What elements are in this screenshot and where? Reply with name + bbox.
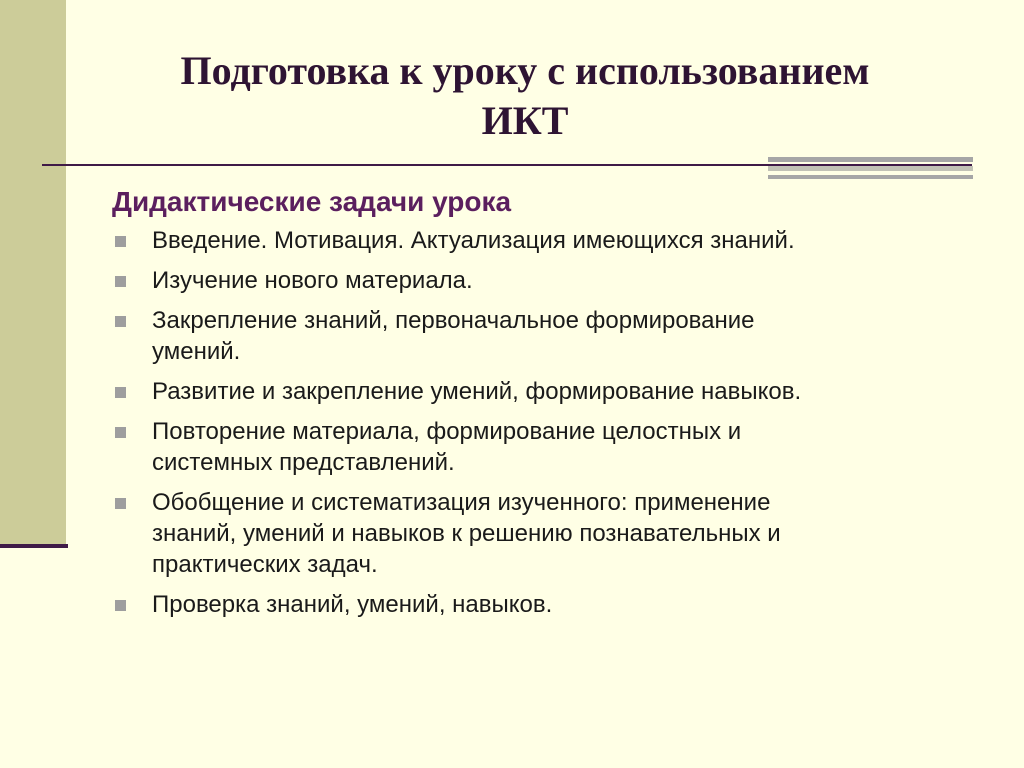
bullet-text-line: системных представлений. bbox=[152, 449, 455, 476]
decor-gray-bar-middle bbox=[768, 166, 973, 171]
bullet-text-line: Проверка знаний, умений, навыков. bbox=[152, 591, 553, 618]
bullet-text-line: практических задач. bbox=[152, 551, 378, 578]
bullet-text-line: Изучение нового материала. bbox=[152, 267, 473, 294]
slide-subheading: Дидактические задачи урока bbox=[112, 186, 512, 217]
bullet-item bbox=[112, 589, 942, 620]
square-bullet-icon bbox=[115, 427, 126, 438]
square-bullet-icon bbox=[115, 387, 126, 398]
bullet-text-line: Введение. Мотивация. Актуализация имеющихся знаний. bbox=[152, 227, 795, 254]
square-bullet-icon bbox=[115, 236, 126, 247]
bullet-item bbox=[112, 416, 942, 478]
bullet-item bbox=[112, 376, 942, 407]
side-decor-bar bbox=[0, 0, 66, 545]
slide-title bbox=[100, 46, 950, 146]
bullet-text-line: умений. bbox=[152, 338, 241, 365]
bullet-list bbox=[112, 225, 942, 629]
bullet-text-line: Обобщение и систематизация изученного: применение bbox=[152, 489, 771, 516]
side-decor-rule bbox=[0, 544, 68, 548]
decor-gray-bar-bottom bbox=[768, 175, 973, 179]
decor-gray-bar-top bbox=[768, 157, 973, 162]
square-bullet-icon bbox=[115, 316, 126, 327]
bullet-text-line: Закрепление знаний, первоначальное формирование bbox=[152, 307, 755, 334]
bullet-item bbox=[112, 305, 942, 367]
slide-title-line-1: Подготовка к уроку с использованием bbox=[180, 48, 870, 93]
bullet-text-line: Повторение материала, формирование целостных и bbox=[152, 418, 742, 445]
square-bullet-icon bbox=[115, 600, 126, 611]
bullet-text-line: знаний, умений и навыков к решению познавательных и bbox=[152, 520, 781, 547]
bullet-text-line: Развитие и закрепление умений, формирование навыков. bbox=[152, 378, 802, 405]
bullet-item bbox=[112, 225, 942, 256]
square-bullet-icon bbox=[115, 276, 126, 287]
bullet-item bbox=[112, 265, 942, 296]
square-bullet-icon bbox=[115, 498, 126, 509]
slide-title-line-2: ИКТ bbox=[481, 98, 569, 143]
bullet-item bbox=[112, 487, 942, 580]
